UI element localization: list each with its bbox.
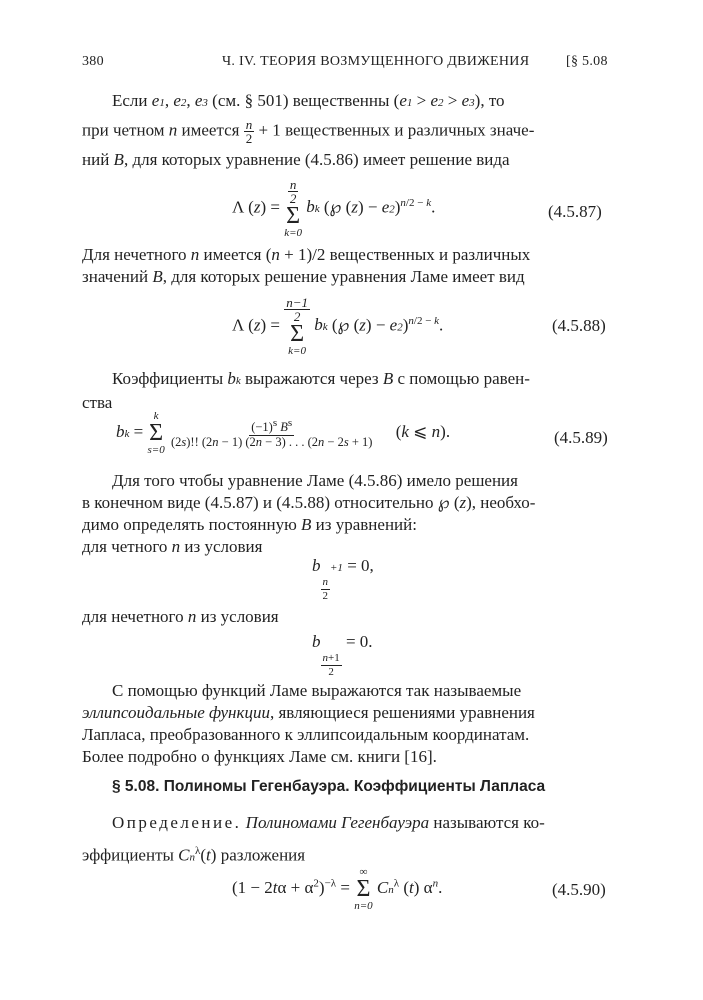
equation-number-87: (4.5.87) — [548, 202, 602, 221]
paragraph-real-roots: Если e1, e2, e3 (см. § 501) вещественны (e1 > e2 > e3), то при четном n имеется $\frac{n}{2}$ + 1 вещественных и различных значе- ний B, для которых уравнение (4.5.86) имеет решение вида — [82, 91, 535, 169]
page-number: 380 — [82, 54, 104, 69]
equation-number-88: (4.5.88) — [552, 316, 606, 335]
paragraph-ellipsoidal: С помощью функций Ламе выражаются так называемые эллипсоидальные функции, являющиеся решениями уравнения Лапласа, преобразованного к эллипсоидальным координатам. Более подробно о функциях Ламе см. книги [16]. — [82, 681, 535, 766]
condition-even-n: b $\frac{n}{2}$ +1 = 0, — [312, 556, 374, 602]
section-heading: § 5.08. Полиномы Гегенбауэра. Коэффициенты Лапласа — [112, 778, 546, 795]
equation-4-5-89: bk = k Σ s=0 $\frac{\text{(−1)s Bs}}{(2s)!! (2n - 1) (2n - 3) . . . (2n - 2s + 1)}$ (k ⩽ n). — [116, 410, 451, 456]
paragraph-finite-form: Для того чтобы уравнение Ламе (4.5.86) имело решения в конечном виде (4.5.87) и (4.5.88) относительно ℘ (z), необхо- димо определять постоянную B из уравнений: для четного n из условия — [82, 471, 536, 556]
running-title: Ч. IV. ТЕОРИЯ ВОЗМУЩЕННОГО ДВИЖЕНИЯ — [222, 54, 530, 69]
equation-4-5-90: $(1 - 2t\alpha + \alpha^2)^{-\lambda}$ = ∞ Σ n=0 $Cn^\lambda$ (t) $\alpha^n$. — [232, 866, 443, 912]
equation-number-90: (4.5.90) — [552, 880, 606, 899]
condition-odd-n: b $\frac{n+1}{2}$ = 0. — [312, 632, 373, 678]
section-reference: [§ 5.08 — [566, 54, 608, 69]
paragraph-odd-condition: для нечетного n из условия — [82, 607, 279, 626]
equation-4-5-88: Λ (z) = $\frac{n-1}{2}$ Σ k=0 bk (℘ (z) − e2)$^{n/2 - k}$. — [232, 295, 444, 357]
equation-number-89: (4.5.89) — [554, 428, 608, 447]
paragraph-coefficients: Коэффициенты bk выражаются через B с помощью равен- ства — [82, 369, 530, 412]
equation-4-5-87: Λ (z) = $\frac{n}{2}$ Σ k=0 bk (℘ (z) − e2)$^{n/2 - k}$. — [232, 177, 436, 239]
paragraph-odd-n: Для нечетного n имеется (n + 1)/2 вещественных и различных значений B, для которых решение уравнения Ламе имеет вид — [82, 245, 531, 286]
paragraph-definition: Определение. Полиномами Гегенбауэра называются ко- эффициенты $Cn^\lambda(t)$ разложения — [82, 813, 545, 865]
